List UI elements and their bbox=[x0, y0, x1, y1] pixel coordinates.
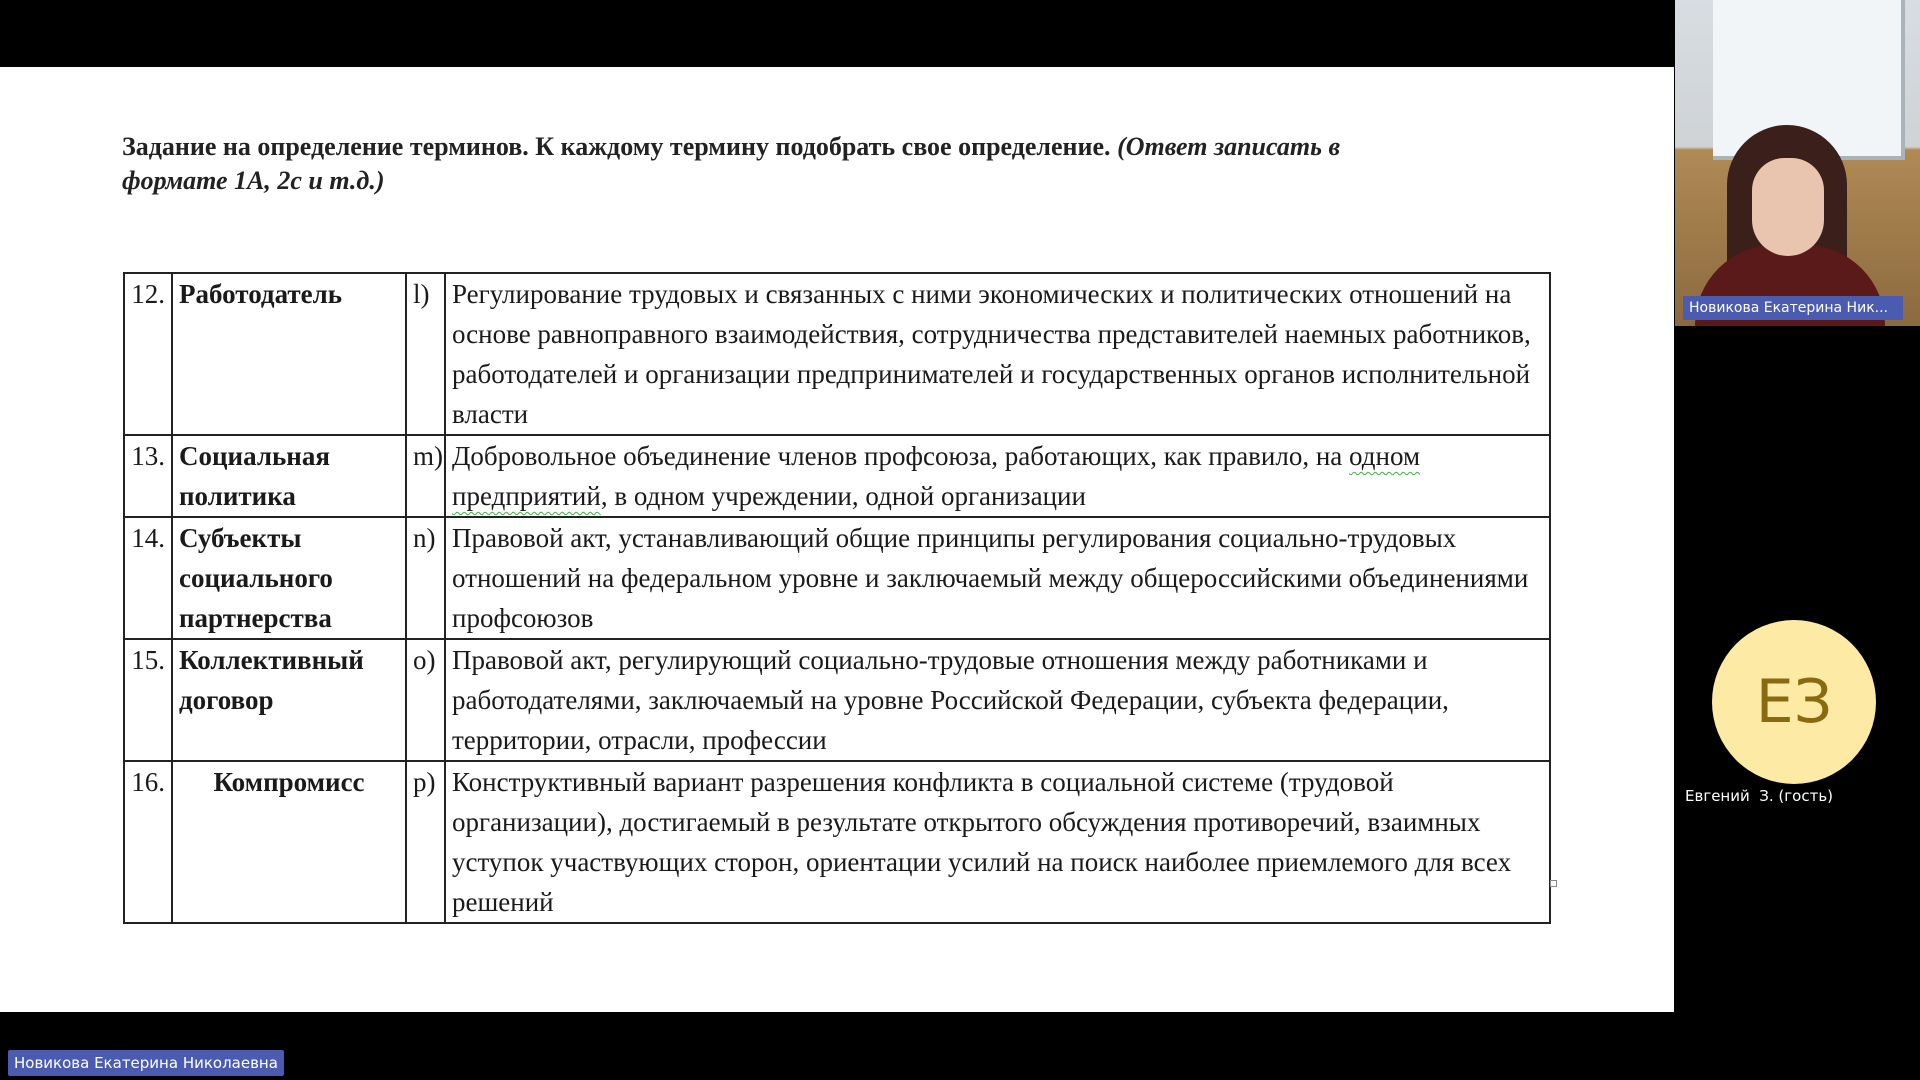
term-cell: Социальная политика bbox=[172, 435, 406, 517]
term-cell: Субъекты социального партнерства bbox=[172, 517, 406, 639]
spellcheck-marked-text: одном предприятий bbox=[452, 441, 1421, 511]
row-number: 13. bbox=[124, 435, 172, 517]
definition-cell bbox=[445, 435, 1550, 517]
table-row bbox=[124, 435, 1550, 517]
definition-cell: Правовой акт, устанавливающий общие принципы регулирования социально-трудовых отношений на федеральном уровне и заключаемый между общероссийскими объединениями профсоюзов bbox=[445, 517, 1550, 639]
speaker-video-tile[interactable] bbox=[1675, 0, 1920, 326]
letter-cell: m) bbox=[406, 435, 445, 517]
letter-cell: l) bbox=[406, 273, 445, 435]
speaker-video-figure-face bbox=[1752, 158, 1824, 256]
task-title-note: (Ответ записать в формате 1А, 2с и т.д.) bbox=[122, 132, 1341, 195]
letter-cell: n) bbox=[406, 517, 445, 639]
table-resize-handle[interactable] bbox=[1550, 880, 1557, 887]
term-cell: Работодатель bbox=[172, 273, 406, 435]
letter-cell: o) bbox=[406, 639, 445, 761]
row-number: 16. bbox=[124, 761, 172, 923]
term-cell: Коллективный договор bbox=[172, 639, 406, 761]
row-number: 15. bbox=[124, 639, 172, 761]
definition-cell: Правовой акт, регулирующий социально-трудовые отношения между работниками и работодателями, заключаемый на уровне Российской Федерации, субъекта федерации, территории, отрасли, профессии bbox=[445, 639, 1550, 761]
row-number: 14. bbox=[124, 517, 172, 639]
definition-cell: Конструктивный вариант разрешения конфликта в социальной системе (трудовой организации), достигаемый в результате открытого обсуждения противоречий, взаимных уступок участвующих сторон, ориентации усилий на поиск наиболее приемлемого для всех решений bbox=[445, 761, 1550, 923]
letter-cell: p) bbox=[406, 761, 445, 923]
table-row bbox=[124, 761, 1550, 923]
guest-avatar[interactable]: ЕЗ bbox=[1712, 620, 1876, 784]
guest-name-label: Евгений З. (гость) bbox=[1685, 787, 1834, 805]
definition-text: Добровольное объединение членов профсоюза, работающих, как правило, на bbox=[452, 441, 1350, 471]
table-row bbox=[124, 517, 1550, 639]
definition-cell: Регулирование трудовых и связанных с ними экономических и политических отношений на основе равноправного взаимодействия, сотрудничества представителей наемных работников, работодателей и организации предпринимателей и государственных органов исполнительной власти bbox=[445, 273, 1550, 435]
table-row bbox=[124, 639, 1550, 761]
term-cell: Компромисс bbox=[172, 761, 406, 923]
task-title-main: Задание на определение терминов. К каждому термину подобрать свое определение. bbox=[122, 132, 1118, 161]
row-number: 12. bbox=[124, 273, 172, 435]
task-title bbox=[122, 130, 1452, 198]
speaker-name-label: Новикова Екатерина Ник... bbox=[1683, 296, 1903, 320]
table-row bbox=[124, 273, 1550, 435]
terms-table bbox=[123, 272, 1551, 924]
definition-text: , в одном учреждении, одной организации bbox=[600, 481, 1086, 511]
presenter-name-label: Новикова Екатерина Николаевна bbox=[8, 1050, 284, 1076]
